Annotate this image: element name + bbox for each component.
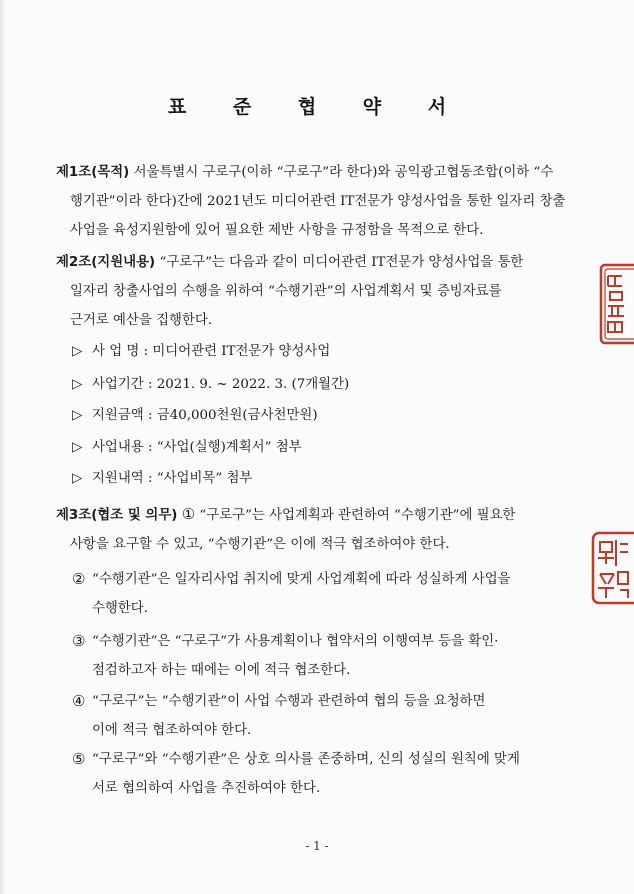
article-1-label: 제1조(목적) [56,165,130,180]
article-3-label: 제3조(협조 및 의무) [56,508,178,523]
triangle-bullet-icon: ▷ [72,344,83,359]
clause-4: “구로구”는 “수행기관”이 사업 수행과 관련하여 협의 등을 요청하면 이에 적극 협조하여야 한다. [92,694,486,738]
clause-5-number: ⑤ [72,750,86,768]
page-number: - 1 - [305,839,329,853]
triangle-bullet-icon: ▷ [72,471,83,486]
clause-2: “수행기관”은 일자리사업 취지에 맞게 사업계획에 따라 성실하게 사업을 수행한다. [92,572,511,616]
clause-2-number: ② [72,570,86,588]
clause-1-number: ① [181,505,196,523]
article-2-label: 제2조(지원내용) [56,255,156,270]
official-seal-icon [590,530,634,606]
article-2-line-1: “구로구”는 다음과 같이 미디어관련 IT전문가 양성사업을 통한 [159,255,524,270]
triangle-bullet-icon: ▷ [72,377,83,392]
list-item: ▷ 사업내용 : “사업(실행)계획서” 첨부 [72,438,302,458]
clause-1-line-1: “구로구”는 사업계획과 관련하여 “수행기관”에 필요한 [199,508,516,523]
article-2 [56,248,586,335]
list-item: ▷ 지원내역 : “사업비목” 첨부 [72,469,252,489]
article-1-line-1: 서울특별시 구로구(이하 “구로구”라 한다)와 공익광고협동조합(이하 “수 [133,165,554,180]
article-2-line-2: 일자리 창출사업의 수행을 위하여 “수행기관”의 사업계획서 및 증빙자료를 [70,284,502,299]
clause-1-line-2: 사항을 요구할 수 있고, “수행기관”은 이에 적극 협조하여야 한다. [70,537,450,552]
list-item: ▷ 지원금액 : 금40,000천원(금사천만원) [72,406,318,426]
article-1-line-2: 행기관”이라 한다)간에 2021년도 미디어관련 IT전문가 양성사업을 통한 일자리 창출 [70,194,566,209]
scan-edge-shadow [0,0,6,894]
clause-3-number: ③ [72,632,86,650]
clause-5: “구로구”와 “수행기관”은 상호 의사를 존중하며, 신의 성실의 원칙에 맞게 서로 협의하여 사업을 추진하여야 한다. [92,752,520,796]
triangle-bullet-icon: ▷ [72,408,83,423]
official-seal-icon [598,262,634,346]
article-1 [56,158,616,245]
clause-4-number: ④ [72,692,86,710]
triangle-bullet-icon: ▷ [72,440,83,455]
list-item: ▷ 사업기간 : 2021. 9. ~ 2022. 3. (7개월간) [72,375,349,395]
article-2-line-3: 근거로 예산을 집행한다. [70,313,213,328]
article-1-line-3: 사업을 육성지원함에 있어 필요한 제반 사항을 규정함을 목적으로 한다. [70,223,484,238]
clause-3: “수행기관”은 “구로구”가 사용계획이나 협약서의 이행여부 등을 확인· 점검하고자 하는 때에는 이에 적극 협조한다. [92,634,499,678]
document-title: 표 준 협 약 서 [167,96,467,118]
list-item: ▷ 사 업 명 : 미디어관련 IT전문가 양성사업 [72,342,330,362]
article-3 [56,500,612,559]
